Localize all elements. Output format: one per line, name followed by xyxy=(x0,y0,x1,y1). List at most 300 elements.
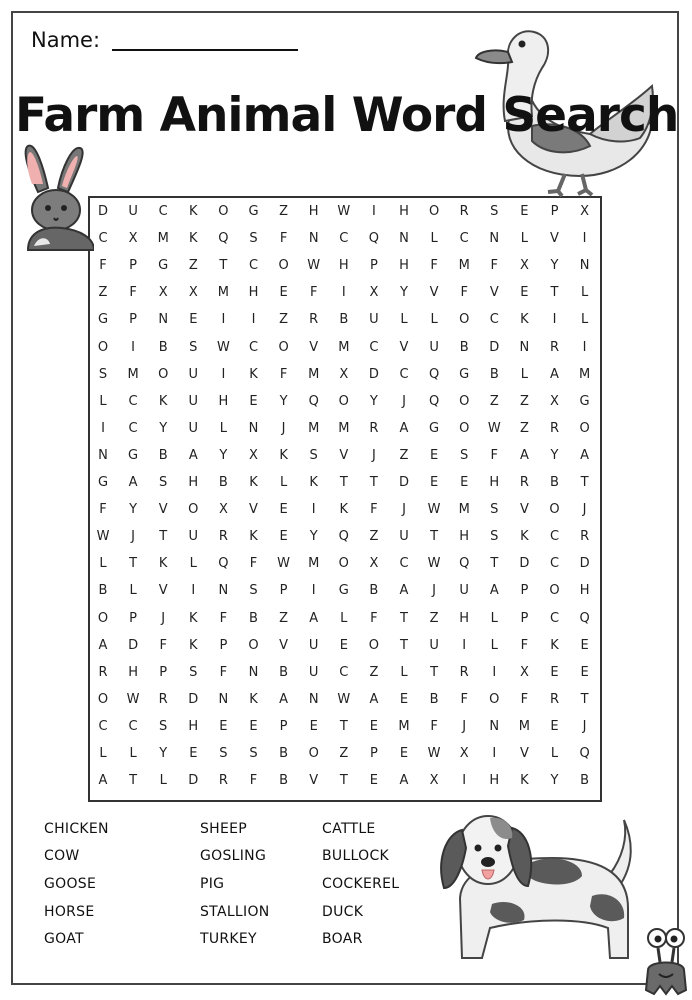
grid-letter[interactable]: L xyxy=(580,312,589,328)
grid-letter[interactable]: A xyxy=(128,475,138,490)
grid-letter[interactable]: I xyxy=(492,746,497,761)
grid-letter[interactable]: N xyxy=(218,691,229,707)
grid-letter[interactable]: E xyxy=(580,664,589,680)
grid-letter[interactable]: L xyxy=(400,312,408,328)
grid-letter[interactable]: I xyxy=(251,312,256,328)
grid-letter[interactable]: P xyxy=(159,664,168,680)
grid-letter[interactable]: F xyxy=(460,691,468,707)
grid-letter[interactable]: Q xyxy=(579,610,590,626)
grid-letter[interactable]: F xyxy=(249,556,258,572)
grid-letter[interactable]: Z xyxy=(369,529,379,545)
grid-letter[interactable]: B xyxy=(369,583,379,599)
grid-letter[interactable]: E xyxy=(580,637,589,653)
grid-letter[interactable]: Y xyxy=(219,447,228,463)
grid-letter[interactable]: N xyxy=(248,420,259,436)
grid-letter[interactable]: B xyxy=(279,773,289,789)
grid-letter[interactable]: L xyxy=(490,610,498,626)
grid-letter[interactable]: S xyxy=(249,746,258,761)
grid-letter[interactable]: U xyxy=(429,637,439,653)
grid-letter[interactable]: T xyxy=(490,556,499,572)
grid-letter[interactable]: O xyxy=(428,204,440,219)
grid-letter[interactable]: A xyxy=(369,691,379,707)
grid-letter[interactable]: F xyxy=(99,258,107,274)
grid-letter[interactable]: A xyxy=(489,583,499,599)
grid-letter[interactable]: X xyxy=(158,285,168,301)
grid-letter[interactable]: X xyxy=(339,366,349,382)
grid-letter[interactable]: E xyxy=(460,475,469,490)
grid-letter[interactable]: I xyxy=(191,583,196,599)
grid-letter[interactable]: J xyxy=(402,502,406,518)
grid-letter[interactable]: G xyxy=(97,475,109,490)
grid-letter[interactable]: O xyxy=(97,691,109,707)
grid-letter[interactable]: O xyxy=(549,502,560,518)
grid-letter[interactable]: L xyxy=(129,583,137,599)
grid-letter[interactable]: Z xyxy=(519,420,529,436)
grid-letter[interactable]: P xyxy=(129,610,138,626)
grid-letter[interactable]: W xyxy=(96,529,110,545)
grid-letter[interactable]: L xyxy=(520,231,529,247)
grid-letter[interactable]: L xyxy=(520,366,529,382)
grid-letter[interactable]: D xyxy=(188,773,199,789)
grid-letter[interactable]: C xyxy=(158,204,168,219)
grid-letter[interactable]: U xyxy=(429,339,439,355)
grid-letter[interactable]: W xyxy=(427,746,441,761)
grid-letter[interactable]: R xyxy=(549,339,560,355)
grid-letter[interactable]: D xyxy=(579,556,590,572)
grid-letter[interactable]: J xyxy=(161,610,166,626)
grid-letter[interactable]: T xyxy=(400,637,408,653)
grid-letter[interactable]: G xyxy=(158,258,169,274)
grid-letter[interactable]: O xyxy=(338,556,349,572)
grid-letter[interactable]: Q xyxy=(218,231,229,247)
grid-letter[interactable]: L xyxy=(189,556,197,572)
grid-letter[interactable]: R xyxy=(459,664,469,680)
grid-letter[interactable]: B xyxy=(339,312,349,328)
grid-letter[interactable]: Z xyxy=(279,312,289,328)
grid-letter[interactable]: H xyxy=(399,204,409,219)
grid-letter[interactable]: P xyxy=(520,610,529,626)
grid-letter[interactable]: I xyxy=(311,502,316,518)
grid-letter[interactable]: D xyxy=(489,339,500,355)
grid-letter[interactable]: J xyxy=(462,718,467,734)
grid-letter[interactable]: X xyxy=(369,556,379,572)
grid-letter[interactable]: E xyxy=(369,718,378,734)
grid-letter[interactable]: J xyxy=(131,529,136,545)
grid-letter[interactable]: E xyxy=(309,718,318,734)
grid-letter[interactable]: R xyxy=(369,420,379,436)
grid-letter[interactable]: G xyxy=(248,204,259,219)
grid-letter[interactable]: W xyxy=(427,502,441,518)
grid-letter[interactable]: J xyxy=(582,502,587,518)
grid-letter[interactable]: M xyxy=(398,718,410,734)
grid-letter[interactable]: M xyxy=(578,366,591,382)
grid-letter[interactable]: M xyxy=(127,366,139,382)
grid-letter[interactable]: A xyxy=(98,773,108,789)
grid-letter[interactable]: O xyxy=(368,637,379,653)
grid-letter[interactable]: I xyxy=(311,583,316,599)
grid-letter[interactable]: T xyxy=(339,773,348,789)
grid-letter[interactable]: E xyxy=(279,502,288,518)
grid-letter[interactable]: V xyxy=(429,285,439,301)
grid-letter[interactable]: F xyxy=(219,610,228,626)
grid-letter[interactable]: Z xyxy=(489,393,499,409)
grid-letter[interactable]: T xyxy=(159,529,168,545)
grid-letter[interactable]: Q xyxy=(428,366,440,382)
grid-letter[interactable]: W xyxy=(337,691,351,707)
grid-letter[interactable]: A xyxy=(550,366,559,382)
grid-letter[interactable]: B xyxy=(279,664,289,680)
grid-letter[interactable]: H xyxy=(489,475,500,490)
grid-letter[interactable]: K xyxy=(189,610,198,626)
grid-letter[interactable]: D xyxy=(398,475,409,490)
grid-letter[interactable]: C xyxy=(248,339,259,355)
grid-letter[interactable]: B xyxy=(249,610,258,626)
grid-letter[interactable]: K xyxy=(339,502,349,518)
grid-letter[interactable]: H xyxy=(459,610,470,626)
grid-letter[interactable]: Z xyxy=(339,746,349,761)
grid-letter[interactable]: O xyxy=(489,691,500,707)
grid-letter[interactable]: Y xyxy=(129,502,138,518)
grid-letter[interactable]: C xyxy=(339,664,349,680)
grid-letter[interactable]: R xyxy=(549,691,560,707)
grid-letter[interactable]: E xyxy=(520,285,529,301)
grid-letter[interactable]: K xyxy=(189,231,198,247)
grid-letter[interactable]: P xyxy=(279,718,288,734)
grid-letter[interactable]: E xyxy=(369,773,378,789)
grid-letter[interactable]: A xyxy=(188,447,198,463)
grid-letter[interactable]: M xyxy=(308,366,320,382)
grid-letter[interactable]: R xyxy=(309,312,319,328)
grid-letter[interactable]: X xyxy=(550,393,559,409)
grid-letter[interactable]: B xyxy=(218,475,228,490)
grid-letter[interactable]: Z xyxy=(279,204,289,219)
grid-letter[interactable]: V xyxy=(519,502,529,518)
grid-letter[interactable]: Z xyxy=(519,393,529,409)
grid-letter[interactable]: I xyxy=(131,339,136,355)
grid-letter[interactable]: L xyxy=(430,231,438,247)
grid-letter[interactable]: U xyxy=(308,637,319,653)
grid-letter[interactable]: O xyxy=(278,258,289,274)
grid-letter[interactable]: W xyxy=(126,691,140,707)
grid-letter[interactable]: R xyxy=(549,420,560,436)
grid-letter[interactable]: U xyxy=(188,529,199,545)
grid-letter[interactable]: O xyxy=(97,610,109,626)
grid-letter[interactable]: H xyxy=(218,393,229,409)
grid-letter[interactable]: C xyxy=(459,231,469,247)
grid-letter[interactable]: F xyxy=(279,231,288,247)
grid-letter[interactable]: V xyxy=(158,583,168,599)
grid-letter[interactable]: U xyxy=(188,366,199,382)
grid-letter[interactable]: I xyxy=(341,285,346,301)
grid-letter[interactable]: U xyxy=(459,583,469,599)
grid-letter[interactable]: M xyxy=(308,556,320,572)
grid-letter[interactable]: K xyxy=(158,393,168,409)
grid-letter[interactable]: R xyxy=(218,773,228,789)
grid-letter[interactable]: P xyxy=(369,746,378,761)
grid-letter[interactable]: K xyxy=(189,204,198,219)
grid-letter[interactable]: T xyxy=(369,475,378,490)
grid-letter[interactable]: V xyxy=(399,339,409,355)
grid-letter[interactable]: C xyxy=(98,231,108,247)
grid-letter[interactable]: O xyxy=(308,746,319,761)
grid-letter[interactable]: M xyxy=(217,285,229,301)
grid-letter[interactable]: Q xyxy=(459,556,470,572)
grid-letter[interactable]: F xyxy=(249,773,258,789)
grid-letter[interactable]: K xyxy=(520,529,529,545)
grid-letter[interactable]: A xyxy=(519,447,529,463)
grid-letter[interactable]: Q xyxy=(428,393,440,409)
grid-letter[interactable]: S xyxy=(189,664,198,680)
grid-letter[interactable]: T xyxy=(400,610,408,626)
grid-letter[interactable]: C xyxy=(549,610,560,626)
grid-letter[interactable]: X xyxy=(218,502,228,518)
grid-letter[interactable]: Q xyxy=(218,556,229,572)
grid-letter[interactable]: V xyxy=(309,339,319,355)
grid-letter[interactable]: E xyxy=(429,447,439,463)
grid-letter[interactable]: N xyxy=(308,691,319,707)
grid-letter[interactable]: Q xyxy=(308,393,319,409)
grid-letter[interactable]: K xyxy=(309,475,318,490)
grid-letter[interactable]: Y xyxy=(279,393,288,409)
grid-letter[interactable]: S xyxy=(159,475,168,490)
grid-letter[interactable]: T xyxy=(339,718,348,734)
grid-letter[interactable]: M xyxy=(518,718,530,734)
grid-letter[interactable]: H xyxy=(188,475,199,490)
grid-letter[interactable]: G xyxy=(459,366,470,382)
grid-letter[interactable]: D xyxy=(519,556,530,572)
grid-letter[interactable]: I xyxy=(221,366,226,382)
grid-letter[interactable]: V xyxy=(158,502,168,518)
grid-letter[interactable]: O xyxy=(579,420,590,436)
grid-letter[interactable]: S xyxy=(159,718,168,734)
grid-letter[interactable]: N xyxy=(158,312,169,328)
grid-letter[interactable]: U xyxy=(369,312,379,328)
grid-letter[interactable]: Z xyxy=(399,447,409,463)
grid-letter[interactable]: Z xyxy=(369,664,379,680)
grid-letter[interactable]: C xyxy=(549,529,560,545)
grid-letter[interactable]: O xyxy=(459,393,470,409)
grid-letter[interactable]: B xyxy=(550,475,559,490)
grid-letter[interactable]: N xyxy=(248,664,259,680)
grid-letter[interactable]: Y xyxy=(369,393,378,409)
grid-letter[interactable]: F xyxy=(99,502,107,518)
grid-letter[interactable]: O xyxy=(459,420,470,436)
grid-letter[interactable]: C xyxy=(399,366,409,382)
grid-letter[interactable]: J xyxy=(281,420,286,436)
grid-letter[interactable]: C xyxy=(489,312,499,328)
grid-letter[interactable]: V xyxy=(489,285,499,301)
grid-letter[interactable]: J xyxy=(432,583,437,599)
grid-letter[interactable]: K xyxy=(189,637,198,653)
grid-letter[interactable]: L xyxy=(99,556,107,572)
grid-letter[interactable]: X xyxy=(128,231,138,247)
grid-letter[interactable]: H xyxy=(459,529,470,545)
grid-letter[interactable]: G xyxy=(579,393,590,409)
grid-letter[interactable]: V xyxy=(309,773,319,789)
grid-letter[interactable]: L xyxy=(340,610,348,626)
grid-letter[interactable]: H xyxy=(579,583,590,599)
grid-letter[interactable]: H xyxy=(399,258,409,274)
grid-letter[interactable]: K xyxy=(158,556,168,572)
grid-letter[interactable]: T xyxy=(580,475,589,490)
grid-letter[interactable]: O xyxy=(248,637,259,653)
grid-letter[interactable]: O xyxy=(218,204,229,219)
grid-letter[interactable]: I xyxy=(582,231,587,247)
grid-letter[interactable]: T xyxy=(219,258,228,274)
grid-letter[interactable]: F xyxy=(430,258,438,274)
grid-letter[interactable]: U xyxy=(128,204,138,219)
grid-letter[interactable]: Q xyxy=(338,529,349,545)
grid-letter[interactable]: L xyxy=(400,664,408,680)
grid-letter[interactable]: E xyxy=(399,746,409,761)
grid-letter[interactable]: W xyxy=(487,420,501,436)
grid-letter[interactable]: Y xyxy=(550,258,559,274)
grid-letter[interactable]: S xyxy=(490,502,499,518)
grid-letter[interactable]: Y xyxy=(159,746,168,761)
grid-letter[interactable]: Z xyxy=(188,258,198,274)
grid-letter[interactable]: K xyxy=(520,773,529,789)
grid-letter[interactable]: L xyxy=(580,285,589,301)
grid-letter[interactable]: E xyxy=(219,718,228,734)
grid-letter[interactable]: A xyxy=(580,447,590,463)
grid-letter[interactable]: W xyxy=(307,258,321,274)
grid-letter[interactable]: T xyxy=(129,556,138,572)
grid-letter[interactable]: M xyxy=(458,258,470,274)
grid-letter[interactable]: C xyxy=(369,339,379,355)
grid-letter[interactable]: C xyxy=(549,556,560,572)
grid-letter[interactable]: P xyxy=(279,583,288,599)
grid-letter[interactable]: B xyxy=(489,366,499,382)
grid-letter[interactable]: P xyxy=(520,583,529,599)
grid-letter[interactable]: R xyxy=(459,204,469,219)
grid-letter[interactable]: S xyxy=(309,447,318,463)
grid-letter[interactable]: Y xyxy=(309,529,318,545)
grid-letter[interactable]: M xyxy=(308,420,320,436)
grid-letter[interactable]: U xyxy=(188,393,199,409)
grid-letter[interactable]: M xyxy=(458,502,470,518)
grid-letter[interactable]: F xyxy=(490,258,499,274)
grid-letter[interactable]: F xyxy=(279,366,288,382)
grid-letter[interactable]: W xyxy=(216,339,230,355)
grid-letter[interactable]: L xyxy=(129,746,137,761)
grid-letter[interactable]: L xyxy=(99,393,107,409)
grid-letter[interactable]: M xyxy=(338,339,350,355)
grid-letter[interactable]: N xyxy=(519,339,530,355)
grid-letter[interactable]: I xyxy=(462,773,467,789)
grid-letter[interactable]: L xyxy=(99,746,107,761)
grid-letter[interactable]: H xyxy=(338,258,349,274)
grid-letter[interactable]: G xyxy=(429,420,440,436)
grid-letter[interactable]: B xyxy=(158,339,168,355)
grid-letter[interactable]: L xyxy=(279,475,288,490)
grid-letter[interactable]: X xyxy=(580,204,590,219)
grid-letter[interactable]: E xyxy=(249,718,258,734)
grid-letter[interactable]: M xyxy=(338,420,350,436)
grid-letter[interactable]: H xyxy=(489,773,500,789)
grid-letter[interactable]: F xyxy=(430,718,438,734)
grid-letter[interactable]: I xyxy=(462,637,467,653)
grid-letter[interactable]: I xyxy=(552,312,557,328)
grid-letter[interactable]: X xyxy=(519,258,529,274)
grid-letter[interactable]: U xyxy=(188,420,199,436)
grid-letter[interactable]: A xyxy=(279,691,289,707)
grid-letter[interactable]: L xyxy=(430,312,438,328)
grid-letter[interactable]: E xyxy=(399,691,409,707)
grid-letter[interactable]: G xyxy=(97,312,109,328)
grid-letter[interactable]: K xyxy=(279,447,288,463)
grid-letter[interactable]: W xyxy=(427,556,441,572)
grid-letter[interactable]: F xyxy=(309,285,318,301)
grid-letter[interactable]: R xyxy=(580,529,590,545)
grid-letter[interactable]: E xyxy=(339,637,348,653)
grid-letter[interactable]: B xyxy=(429,691,439,707)
grid-letter[interactable]: Z xyxy=(279,610,289,626)
grid-letter[interactable]: O xyxy=(278,339,289,355)
grid-letter[interactable]: C xyxy=(399,556,409,572)
grid-letter[interactable]: Y xyxy=(550,773,559,789)
grid-letter[interactable]: S xyxy=(490,529,499,545)
grid-letter[interactable]: S xyxy=(219,746,228,761)
grid-letter[interactable]: Y xyxy=(550,447,559,463)
grid-letter[interactable]: K xyxy=(249,475,258,490)
grid-letter[interactable]: F xyxy=(520,637,529,653)
grid-letter[interactable]: O xyxy=(549,583,560,599)
grid-letter[interactable]: O xyxy=(97,339,109,355)
grid-letter[interactable]: A xyxy=(98,637,108,653)
grid-letter[interactable]: H xyxy=(248,285,259,301)
grid-letter[interactable]: S xyxy=(189,339,198,355)
name-write-line[interactable] xyxy=(112,49,298,51)
grid-letter[interactable]: I xyxy=(101,420,105,436)
grid-letter[interactable]: H xyxy=(128,664,138,680)
grid-letter[interactable]: T xyxy=(430,664,439,680)
grid-letter[interactable]: K xyxy=(249,366,258,382)
grid-letter[interactable]: F xyxy=(129,285,137,301)
grid-letter[interactable]: Q xyxy=(579,746,590,761)
grid-letter[interactable]: E xyxy=(249,393,258,409)
grid-letter[interactable]: A xyxy=(399,773,409,789)
grid-letter[interactable]: A xyxy=(399,583,409,599)
grid-letter[interactable]: Y xyxy=(159,420,168,436)
grid-letter[interactable]: C xyxy=(128,420,138,436)
grid-letter[interactable]: C xyxy=(128,393,138,409)
grid-letter[interactable]: D xyxy=(97,204,108,219)
grid-letter[interactable]: I xyxy=(492,664,497,680)
grid-letter[interactable]: B xyxy=(98,583,108,599)
grid-letter[interactable]: P xyxy=(219,637,228,653)
grid-letter[interactable]: E xyxy=(550,718,559,734)
grid-letter[interactable]: B xyxy=(158,447,168,463)
grid-letter[interactable]: G xyxy=(128,447,139,463)
grid-letter[interactable]: I xyxy=(582,339,587,355)
grid-letter[interactable]: E xyxy=(279,285,288,301)
grid-letter[interactable]: I xyxy=(221,312,226,328)
grid-letter[interactable]: K xyxy=(249,691,258,707)
grid-letter[interactable]: D xyxy=(188,691,199,707)
grid-letter[interactable]: T xyxy=(580,691,589,707)
grid-letter[interactable]: N xyxy=(489,718,500,734)
grid-letter[interactable]: A xyxy=(309,610,319,626)
grid-letter[interactable]: W xyxy=(337,204,351,219)
grid-letter[interactable]: O xyxy=(158,366,169,382)
grid-letter[interactable]: E xyxy=(189,312,198,328)
grid-letter[interactable]: P xyxy=(550,204,559,219)
grid-letter[interactable]: D xyxy=(368,366,379,382)
grid-letter[interactable]: V xyxy=(279,637,289,653)
grid-letter[interactable]: K xyxy=(520,312,529,328)
grid-letter[interactable]: J xyxy=(371,447,376,463)
grid-letter[interactable]: Z xyxy=(98,285,108,301)
